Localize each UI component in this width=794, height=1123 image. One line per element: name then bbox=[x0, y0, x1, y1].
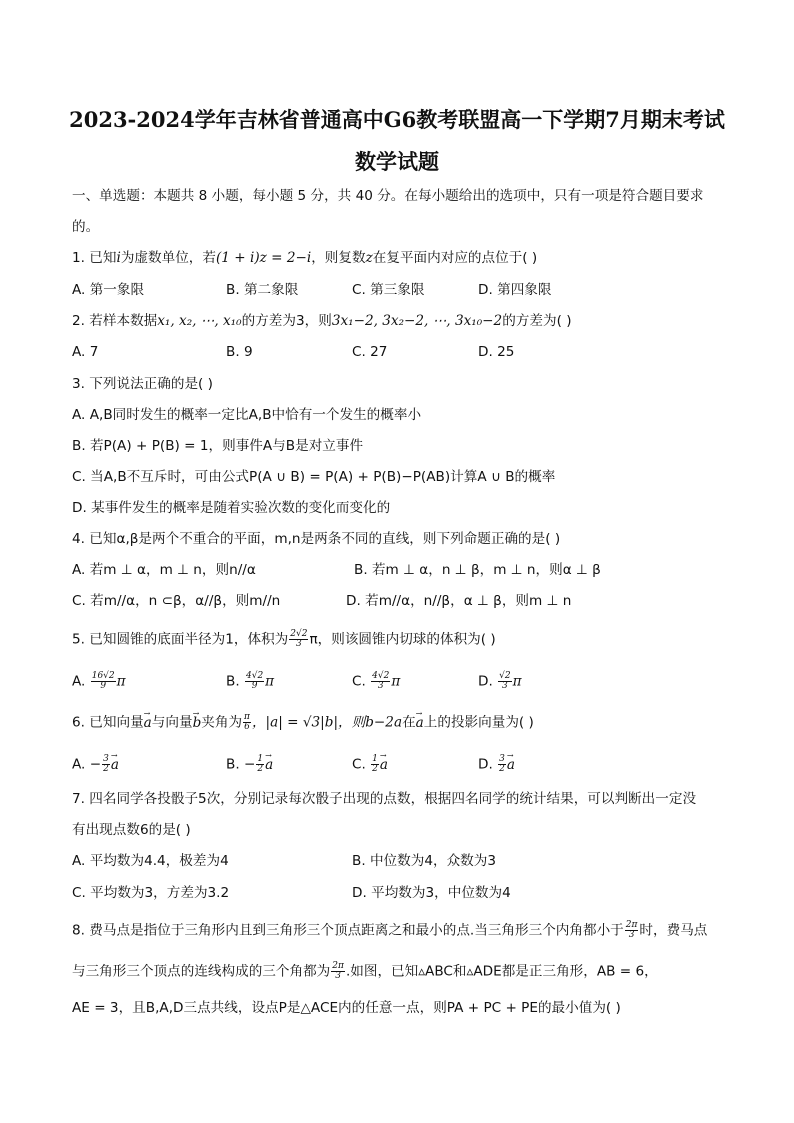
q1-option-a: A. 第一象限 bbox=[72, 282, 145, 298]
q5-option-c: C. $\frac{4√2}{3}$ π bbox=[352, 671, 401, 691]
question-3-stem: 3. 下列说法正确的是( ) bbox=[72, 376, 213, 392]
question-7-stem: 7. 四名同学各投骰子5次，分别记录每次骰子出现的点数，根据四名同学的统计结果，可以判断出一定没 bbox=[72, 791, 697, 807]
question-7-stem-cont: 有出现点数6的是( ) bbox=[72, 822, 191, 838]
q7-option-d: D. 平均数为3，中位数为4 bbox=[352, 885, 511, 901]
question-8-stem-cont: 与三角形三个顶点的连线构成的三个角都为 $\frac{2\pi}{3}$ .如图，已知▵ABC和▵ADE都是正三角形，AB = 6， bbox=[72, 961, 658, 981]
q6-option-d: D. $\frac{3}{2}$ → a bbox=[478, 755, 515, 774]
section-instruction: 一、单选题：本题共 8 小题，每小题 5 分，共 40 分。在每小题给出的选项中，只有一项是符合题目要求 bbox=[72, 188, 704, 204]
question-6-stem: 6. 已知向量→ a与向量→ b夹角为 $\frac{\pi}{6}$ ，|a| = √3|b|，则b−2a在→ a上的投影向量为( ) bbox=[72, 713, 534, 732]
exam-subtitle: 数学试题 bbox=[355, 149, 439, 174]
question-8-stem: 8. 费马点是指位于三角形内且到三角形三个顶点距离之和最小的点.当三角形三个内角都小于 $\frac{2\pi}{3}$ 时，费马点 bbox=[72, 920, 708, 940]
q5-option-d: D. $\frac{√2}{3}$ π bbox=[478, 671, 522, 691]
q7-option-c: C. 平均数为3，方差为3.2 bbox=[72, 885, 230, 901]
question-2-stem: 2. 若样本数据x₁, x₂, ⋯, x₁₀的方差为3，则3x₁−2, 3x₂−2, ⋯, 3x₁₀−2的方差为( ) bbox=[72, 313, 572, 329]
question-8-stem-cont2: AE = 3，且B,A,D三点共线，设点P是△ACE内的任意一点，则PA + PC + PE的最小值为( ) bbox=[72, 1000, 621, 1016]
q4-option-c: C. 若m//α，n ⊂β，α//β，则m//n bbox=[72, 593, 281, 609]
q5-option-b: B. $\frac{4√2}{9}$ π bbox=[226, 671, 275, 691]
q7-option-a: A. 平均数为4.4，极差为4 bbox=[72, 853, 229, 869]
q7-option-b: B. 中位数为4，众数为3 bbox=[352, 853, 497, 869]
q3-option-b: B. 若P(A) + P(B) = 1，则事件A与B是对立事件 bbox=[72, 438, 364, 454]
q4-option-a: A. 若m ⊥ α，m ⊥ n，则n//α bbox=[72, 562, 256, 578]
q2-option-c: C. 27 bbox=[352, 344, 388, 360]
q3-option-c: C. 当A,B不互斥时，可由公式P(A ∪ B) = P(A) + P(B)−P(AB)计算A ∪ B的概率 bbox=[72, 469, 556, 485]
q5-volume-fraction: $\frac{2√2}{3}$ bbox=[290, 629, 308, 649]
q2-option-b: B. 9 bbox=[226, 344, 253, 360]
question-4-stem: 4. 已知α,β是两个不重合的平面，m,n是两条不同的直线，则下列命题正确的是( ) bbox=[72, 531, 561, 547]
q1-option-c: C. 第三象限 bbox=[352, 282, 425, 298]
q2-option-d: D. 25 bbox=[478, 344, 515, 360]
q6-option-b: B. − $\frac{1}{2}$ → a bbox=[226, 755, 273, 774]
q4-option-d: D. 若m//α，n//β，α ⊥ β，则m ⊥ n bbox=[346, 593, 572, 609]
q4-option-b: B. 若m ⊥ α，n ⊥ β，m ⊥ n，则α ⊥ β bbox=[354, 562, 601, 578]
exam-title: 2023-2024学年吉林省普通高中G6教考联盟高一下学期7月期末考试 bbox=[69, 107, 725, 132]
q6-option-a: A. − $\frac{3}{2}$ → a bbox=[72, 755, 119, 774]
q3-option-d: D. 某事件发生的概率是随着实验次数的变化而变化的 bbox=[72, 500, 391, 516]
question-1-stem: 1. 已知i为虚数单位，若(1 + i)z = 2−i，则复数z在复平面内对应的点位于( ) bbox=[72, 250, 538, 266]
q3-option-a: A. A,B同时发生的概率一定比A,B中恰有一个发生的概率小 bbox=[72, 407, 422, 423]
question-5-stem: 5. 已知圆锥的底面半径为1，体积为 $\frac{2√2}{3}$ π，则该圆锥内切球的体积为( ) bbox=[72, 629, 496, 649]
q6-option-c: C. $\frac{1}{2}$ → a bbox=[352, 755, 388, 774]
section-instruction-cont: 的。 bbox=[72, 219, 100, 235]
q1-option-b: B. 第二象限 bbox=[226, 282, 299, 298]
q2-option-a: A. 7 bbox=[72, 344, 99, 360]
q5-option-a: A. $\frac{16√2}{9}$ π bbox=[72, 671, 126, 691]
q1-option-d: D. 第四象限 bbox=[478, 282, 552, 298]
